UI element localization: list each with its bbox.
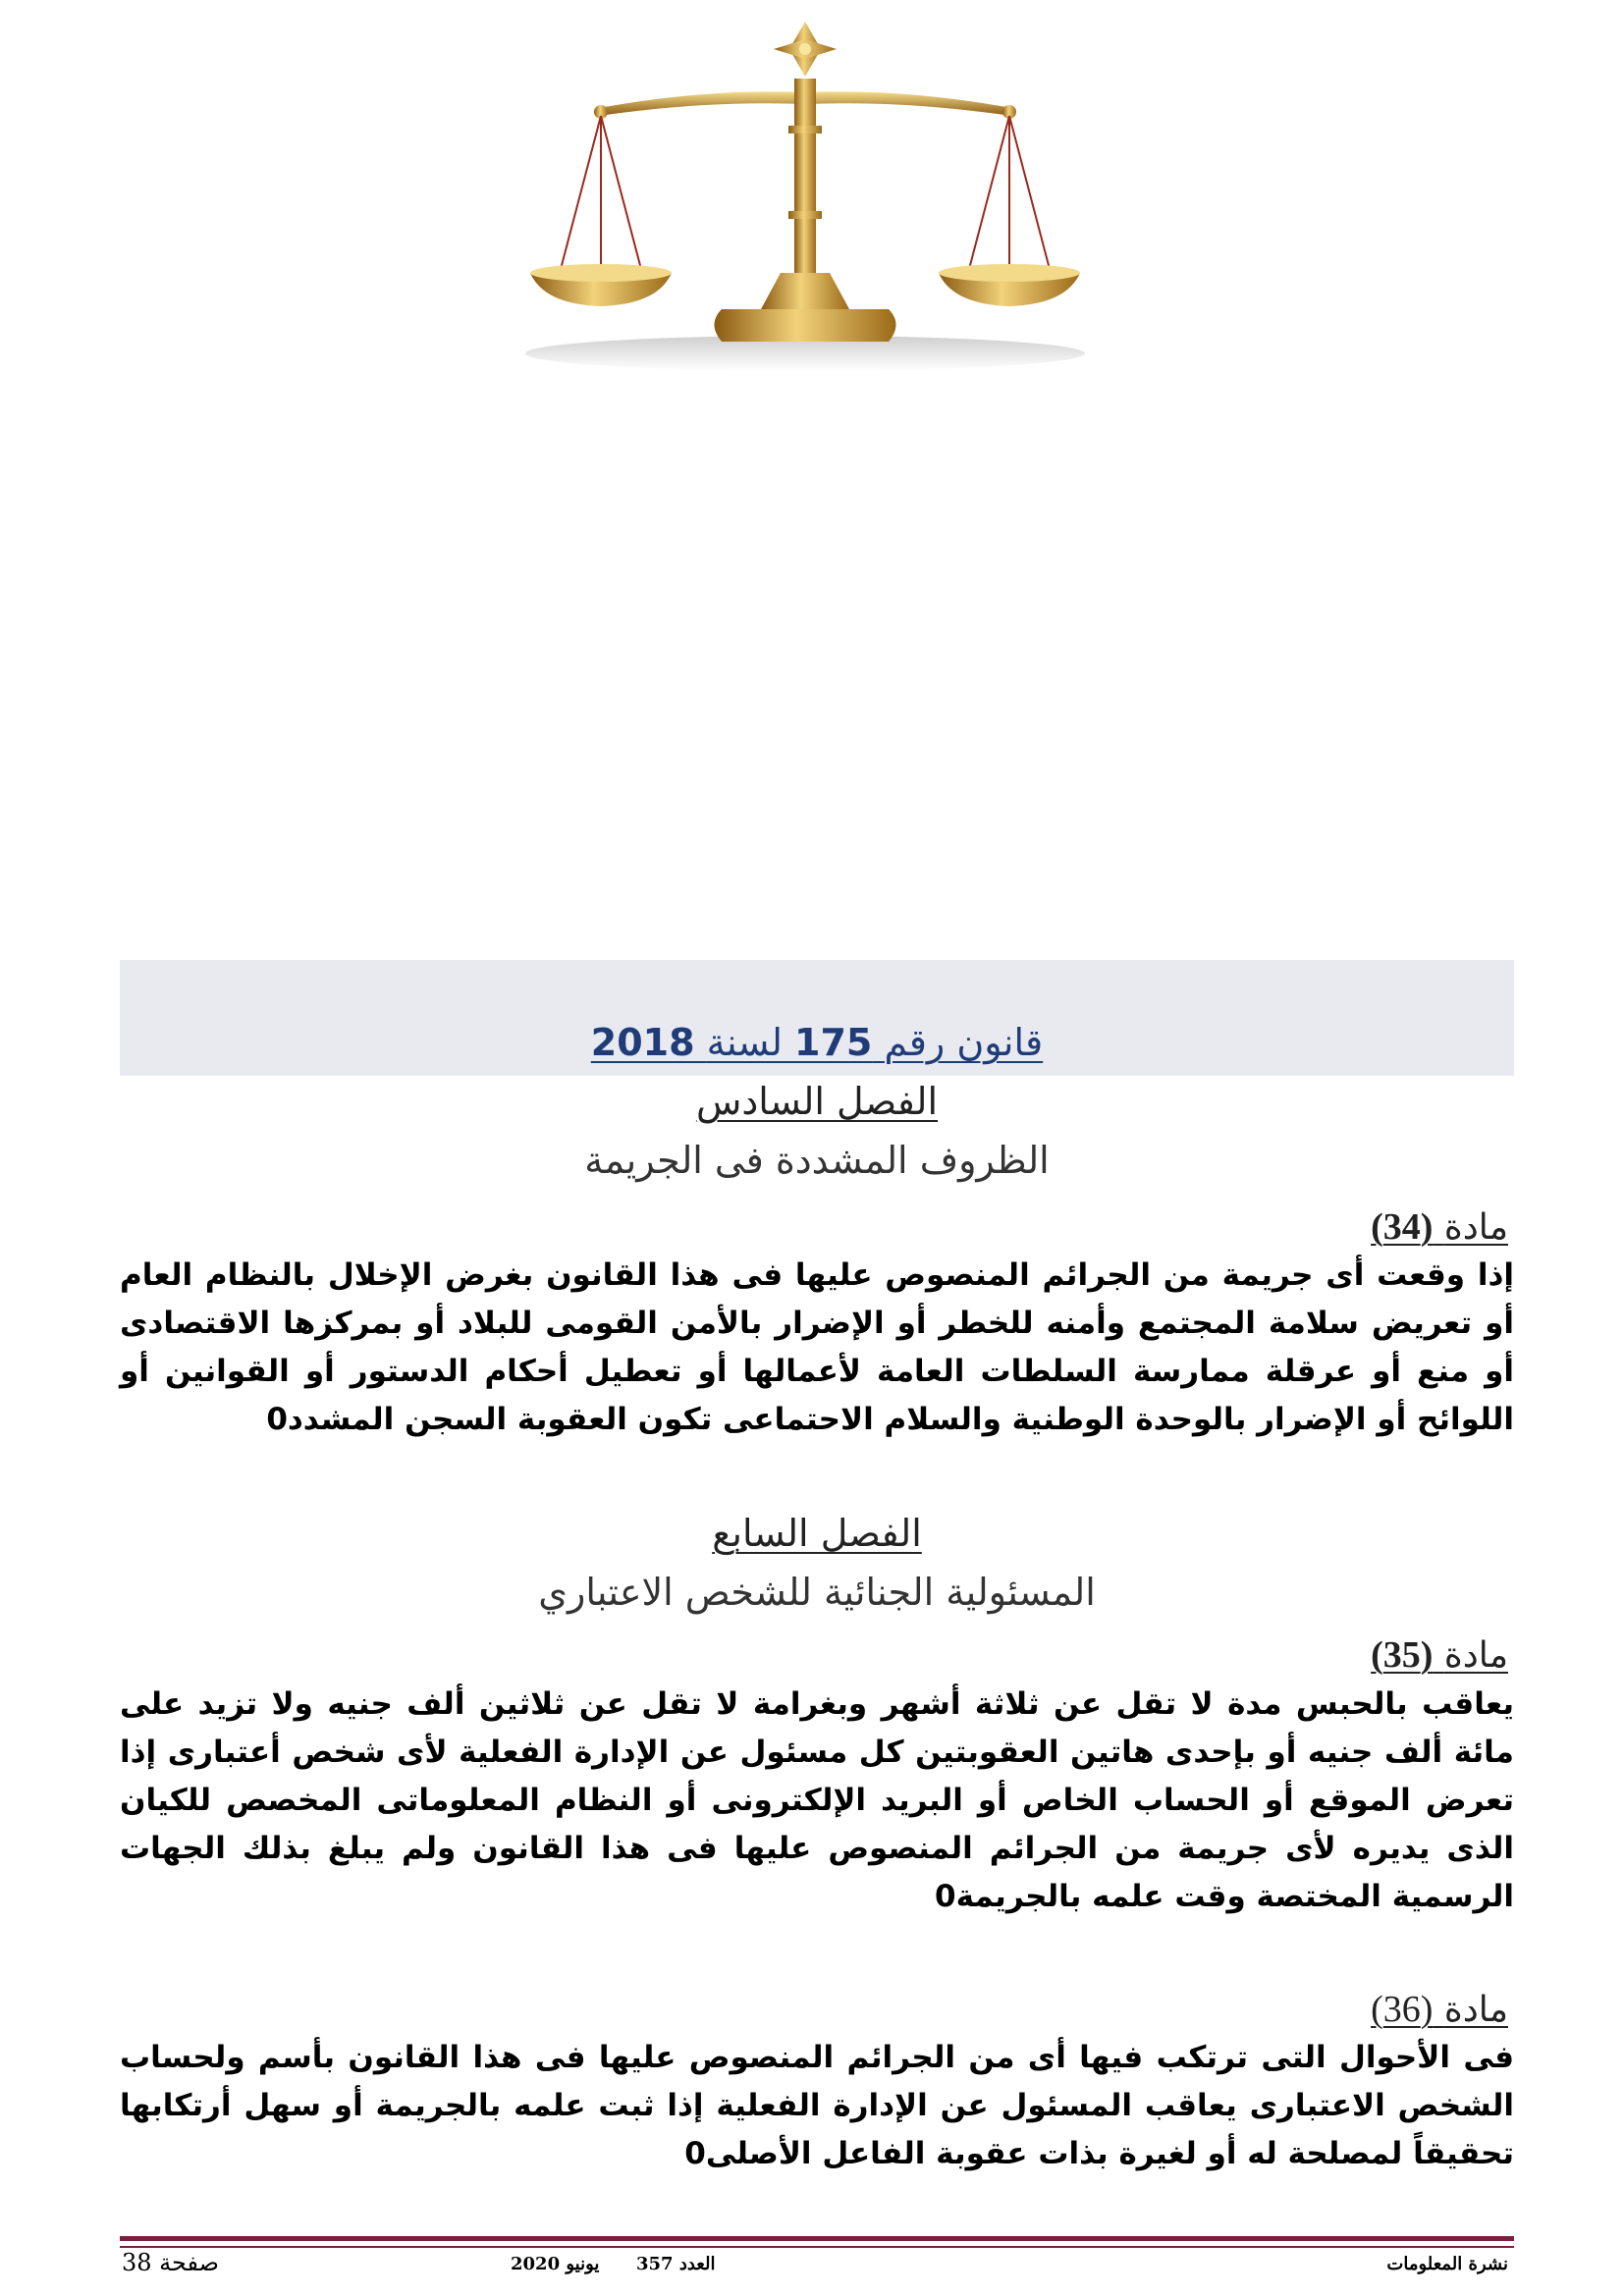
article-34-heading (1371, 1205, 1508, 1249)
law-title (120, 1021, 1514, 1064)
article-36-number: (36) (1371, 1989, 1434, 2030)
article-36-text: فى الأحوال التى ترتكب فيها أى من الجرائم المنصوص عليها فى هذا القانون بأسم ولحساب الشخص الاعتبارى يعاقب المسئول عن الإدارة الفعلية إذا ثبت علمه بالجريمة أو سهل أرتكابها تحقيقاً لمصلحة له أو لغيرة بذات عقوبة الفاعل الأصلى0 (120, 2040, 1514, 2171)
footer-issue: العدد 357 (636, 2254, 716, 2274)
article-35-heading (1371, 1633, 1508, 1677)
article-34-label: مادة (1443, 1207, 1508, 1248)
footer-page-number: صفحة 38 (122, 2249, 220, 2276)
law-title-mid: لسنة (706, 1021, 783, 1064)
footer-date: يونيو 2020 (511, 2254, 600, 2274)
footer-rule-thin (120, 2246, 1514, 2248)
article-35-number: (35) (1371, 1634, 1434, 1676)
article-34-text: إذا وقعت أى جريمة من الجرائم المنصوص عليها فى هذا القانون بغرض الإخلال بالنظام العام أو تعريض سلامة المجتمع وأمنه للخطر أو الإضرار بالأمن القومى للبلاد أو بمركزها الاقتصادى أو منع أو عرقلة ممارسة السلطات العامة لأعمالها أو تعطيل أحكام الدستور أو القوانين أو اللوائح أو الإضرار بالوحدة الوطنية والسلام الاحتماعى تكون العقوبة السجن المشدد0 (120, 1257, 1514, 1437)
chapter-7-title: الفصل السابع (712, 1512, 922, 1555)
article-35-text: يعاقب بالحبس مدة لا تقل عن ثلاثة أشهر وبغرامة لا تقل عن ثلاثين ألف جنيه ولا تزيد على مائة ألف جنيه أو بإحدى هاتين العقوبتين كل مسئول عن الإدارة الفعلية لأى شخص أعتبارى إذا تعرض الموقع أو الحساب الخاص أو البريد الإلكترونى أو النظام المعلوماتى المخصص للكيان الذى يديره لأى جريمة من الجرائم المنصوص عليها فى هذا القانون ولم يبلغ بذلك الجهات الرسمية المختصة وقت علمه بالجريمة0 (120, 1686, 1514, 1914)
law-number: 175 (794, 1021, 873, 1064)
chapter-6-title: الفصل السادس (695, 1080, 939, 1123)
article-34-number: (34) (1371, 1206, 1434, 1248)
chapter-7-subtitle: المسئولية الجنائية للشخص الاعتباري (538, 1571, 1096, 1614)
chapter-6-subtitle: الظروف المشددة فى الجريمة (584, 1139, 1050, 1182)
article-36-heading (1371, 1988, 1508, 2031)
footer-publication: نشرة المعلومات (1386, 2254, 1508, 2274)
footer-rule-thick (120, 2236, 1514, 2241)
article-35-label: مادة (1443, 1635, 1508, 1676)
law-year: 2018 (590, 1021, 695, 1064)
law-title-prefix: قانون رقم (884, 1021, 1044, 1064)
article-36-label: مادة (1443, 1990, 1508, 2030)
scales-of-justice-logo (511, 10, 1100, 402)
